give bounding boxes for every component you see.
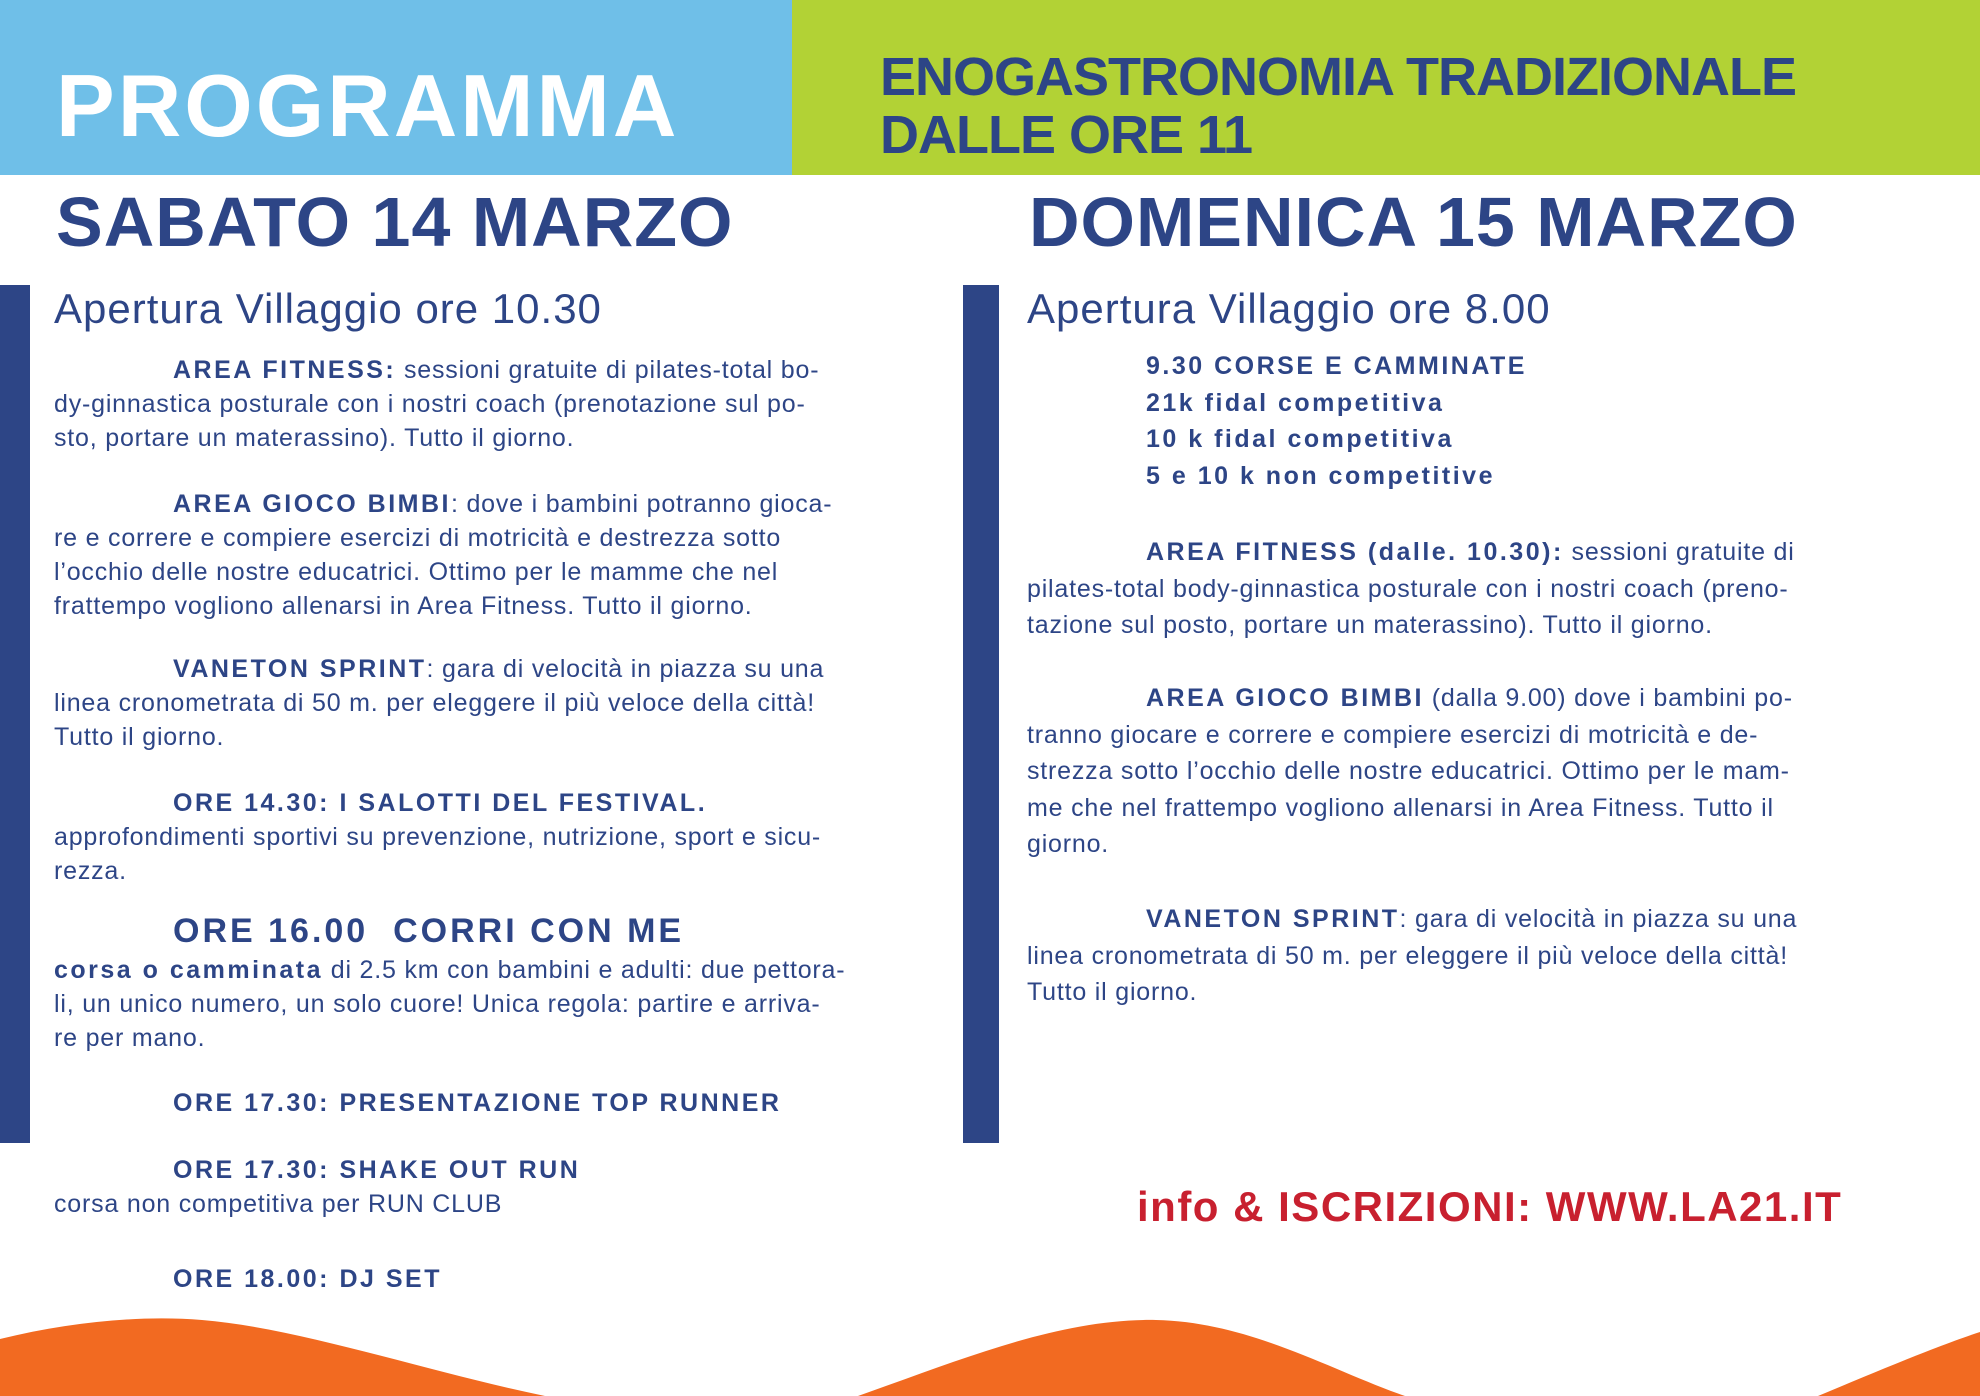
line-text: corsa non competitiva per RUN CLUB bbox=[54, 1190, 503, 1218]
line-heading: VANETON SPRINT bbox=[1146, 905, 1400, 933]
line-text: : gara di velocità in piazza su una bbox=[426, 655, 825, 683]
wave-middle bbox=[858, 1320, 1405, 1396]
food-banner-line2: DALLE ORE 11 bbox=[880, 105, 1253, 165]
line-text: sessioni gratuite di pilates-total bo- bbox=[396, 356, 820, 384]
line-text: sto, portare un materassino). Tutto il giorno. bbox=[54, 424, 575, 452]
line-heading: 9.30 CORSE E CAMMINATE bbox=[1146, 352, 1527, 380]
line-text: Tutto il giorno. bbox=[54, 723, 225, 751]
line-text: li, un unico numero, un solo cuore! Unica regola: partire e arriva- bbox=[54, 990, 821, 1018]
line-heading: AREA GIOCO BIMBI bbox=[1146, 684, 1424, 712]
line-text: giorno. bbox=[1027, 830, 1110, 858]
wave-right bbox=[1818, 1332, 1980, 1396]
line-heading: corsa o camminata bbox=[54, 956, 323, 984]
line-heading: 21k fidal competitiva bbox=[1146, 388, 1445, 417]
saturday-opening: Apertura Villaggio ore 10.30 bbox=[54, 285, 602, 332]
line-text: l’occhio delle nostre educatrici. Ottimo per le mamme che nel bbox=[54, 558, 779, 586]
line-heading: VANETON SPRINT bbox=[173, 655, 427, 683]
line-heading: ORE 18.00: DJ SET bbox=[173, 1265, 442, 1293]
corri-con-me-heading: ORE 16.00 CORRI CON ME bbox=[173, 912, 685, 950]
line-heading: 5 e 10 k non competitive bbox=[1146, 461, 1495, 490]
line-heading: AREA GIOCO BIMBI bbox=[173, 490, 451, 518]
line-heading: ORE 14.30: I SALOTTI DEL FESTIVAL. bbox=[173, 789, 708, 817]
line-text: tranno giocare e correre e compiere esercizi di motricità e de- bbox=[1027, 720, 1759, 749]
line-text: strezza sotto l’occhio delle nostre educatrici. Ottimo per le mam- bbox=[1027, 757, 1790, 785]
line-heading: ORE 17.30: PRESENTAZIONE TOP RUNNER bbox=[173, 1089, 782, 1117]
wave-left bbox=[0, 1318, 545, 1396]
line-text: sessioni gratuite di bbox=[1563, 538, 1795, 566]
line-text: : dove i bambini potranno gioca- bbox=[450, 490, 833, 518]
saturday-title: SABATO 14 MARZO bbox=[56, 183, 734, 261]
line-text: tazione sul posto, portare un materassino). Tutto il giorno. bbox=[1027, 611, 1713, 639]
line-text: linea cronometrata di 50 m. per eleggere il più veloce della città! bbox=[1027, 941, 1788, 970]
sunday-title: DOMENICA 15 MARZO bbox=[1029, 183, 1798, 261]
line-text: : gara di velocità in piazza su una bbox=[1399, 905, 1798, 933]
line-text: me che nel frattempo vogliono allenarsi in Area Fitness. Tutto il bbox=[1027, 793, 1774, 822]
line-text: re per mano. bbox=[54, 1024, 206, 1052]
line-text: re e correre e compiere esercizi di motricità e destrezza sotto bbox=[54, 524, 782, 552]
info-registration-link[interactable]: info & ISCRIZIONI: WWW.LA21.IT bbox=[1137, 1183, 1843, 1230]
line-text: (dalla 9.00) dove i bambini po- bbox=[1423, 684, 1793, 712]
line-heading: AREA FITNESS (dalle. 10.30): bbox=[1146, 538, 1564, 566]
program-title: PROGRAMMA bbox=[56, 56, 680, 155]
line-text: rezza. bbox=[54, 857, 127, 885]
line-text: pilates-total body-ginnastica posturale con i nostri coach (preno- bbox=[1027, 574, 1789, 603]
line-text: frattempo vogliono allenarsi in Area Fitness. Tutto il giorno. bbox=[54, 592, 753, 620]
line-text: linea cronometrata di 50 m. per eleggere il più veloce della città! bbox=[54, 689, 815, 717]
line-text: di 2.5 km con bambini e adulti: due pettora- bbox=[323, 956, 846, 984]
line-text: dy-ginnastica posturale con i nostri coach (prenotazione sul po- bbox=[54, 390, 806, 418]
line-heading: ORE 17.30: SHAKE OUT RUN bbox=[173, 1156, 581, 1184]
line-text: Tutto il giorno. bbox=[1027, 978, 1198, 1006]
food-banner-line1: ENOGASTRONOMIA TRADIZIONALE bbox=[880, 47, 1796, 107]
line-heading: 10 k fidal competitiva bbox=[1146, 425, 1454, 453]
sunday-opening: Apertura Villaggio ore 8.00 bbox=[1027, 285, 1551, 332]
line-text: approfondimenti sportivi su prevenzione, nutrizione, sport e sicu- bbox=[54, 823, 822, 851]
line-heading: AREA FITNESS: bbox=[173, 356, 397, 384]
